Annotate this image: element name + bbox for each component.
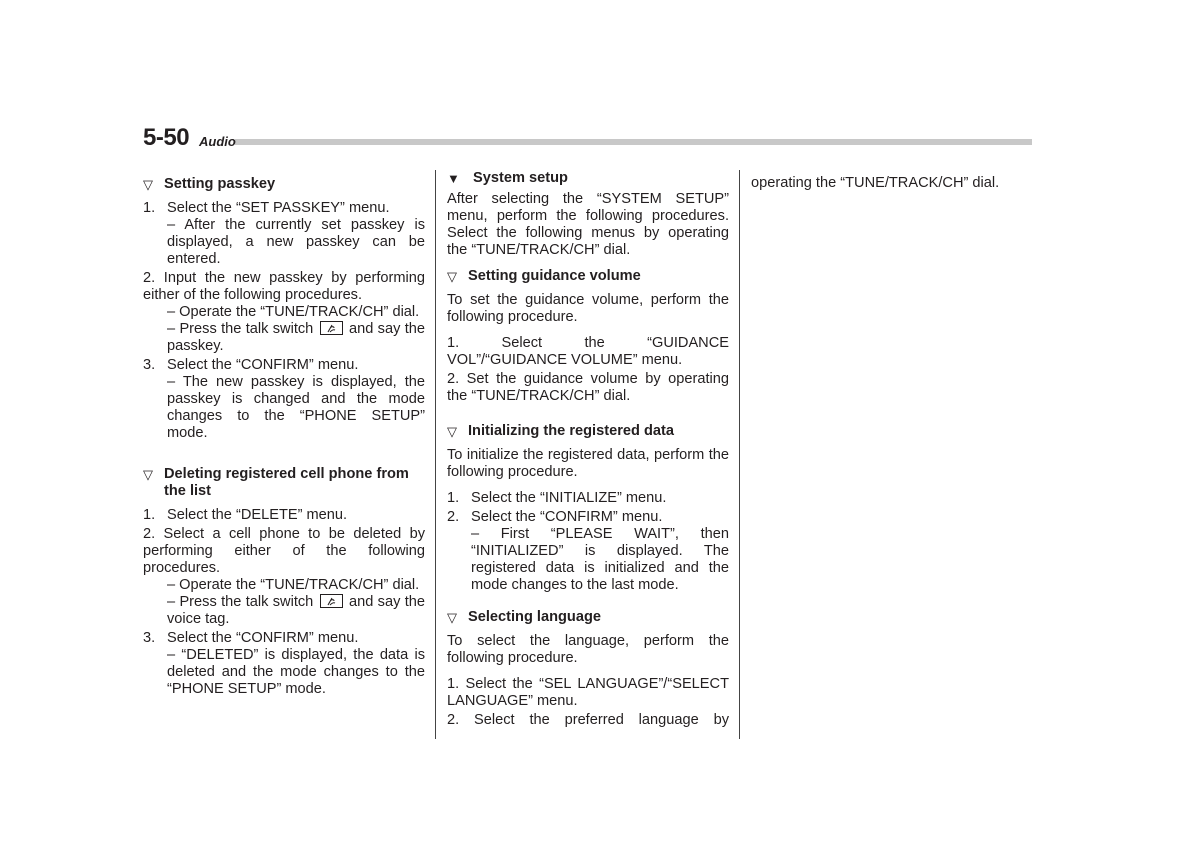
heading-deleting-cell-phone: ▽ Deleting registered cell phone from the list — [143, 466, 409, 499]
column-divider — [739, 170, 740, 739]
talk-switch-icon — [320, 321, 343, 335]
list-item: 3. Select the “CONFIRM” menu. — [143, 357, 359, 373]
list-item: 2. Select the preferred language by — [447, 712, 729, 728]
column-middle — [447, 170, 729, 729]
triangle-outline-icon: ▽ — [447, 424, 457, 439]
list-item: 1. Select the “SEL LANGUAGE”/“SELECT LANGUAGE” menu. — [447, 676, 729, 709]
column-divider — [435, 170, 436, 739]
header-rule — [235, 139, 1032, 145]
list-subitem: – Operate the “TUNE/TRACK/CH” dial. — [167, 577, 420, 593]
page-number: 5-50 — [143, 124, 190, 151]
list-subitem: – First “PLEASE WAIT”, then “INITIALIZED” is displayed. The registered data is initialized and the mode changes to the last mode. — [471, 526, 729, 593]
heading-system-setup: ▼ System setup — [447, 170, 568, 186]
list-item: 3. Select the “CONFIRM” menu. — [143, 630, 359, 646]
paragraph: To initialize the registered data, perform the following procedure. — [447, 447, 729, 480]
list-item: 2. Select a cell phone to be deleted by performing either of the following procedures. — [143, 526, 425, 576]
list-item: 2. Input the new passkey by performing either of the following procedures. — [143, 270, 425, 303]
heading-initializing: ▽ Initializing the registered data — [447, 423, 674, 439]
column-right — [751, 175, 1033, 192]
heading-setting-passkey: ▽ Setting passkey — [143, 176, 276, 192]
list-subitem: – Press the talk switch and say the passkey. — [167, 321, 425, 354]
talk-switch-icon — [320, 594, 343, 608]
list-subitem: – Press the talk switch and say the voice tag. — [167, 594, 425, 627]
list-subitem: – Operate the “TUNE/TRACK/CH” dial. — [167, 304, 420, 320]
list-item: 1. Select the “GUIDANCE VOL”/“GUIDANCE VOLUME” menu. — [447, 335, 729, 368]
list-item: 2. Select the “CONFIRM” menu. — [447, 509, 663, 525]
paragraph: To select the language, perform the following procedure. — [447, 633, 729, 666]
column-left — [143, 170, 425, 698]
list-subitem: – After the currently set passkey is displayed, a new passkey can be entered. — [167, 217, 425, 267]
list-subitem: – The new passkey is displayed, the passkey is changed and the mode changes to the “PHONE SETUP” mode. — [167, 374, 425, 441]
triangle-outline-icon: ▽ — [143, 177, 153, 192]
heading-selecting-language: ▽ Selecting language — [447, 609, 601, 625]
triangle-outline-icon: ▽ — [143, 467, 153, 482]
list-item: 1. Select the “DELETE” menu. — [143, 507, 348, 523]
heading-guidance-volume: ▽ Setting guidance volume — [447, 268, 641, 284]
list-item: 2. Set the guidance volume by operating the “TUNE/TRACK/CH” dial. — [447, 371, 729, 404]
paragraph: operating the “TUNE/TRACK/CH” dial. — [751, 175, 1000, 191]
paragraph: After selecting the “SYSTEM SETUP” menu, perform the following procedures. Select the following menus by operating the “TUNE/TRACK/CH” dial. — [447, 191, 729, 258]
paragraph: To set the guidance volume, perform the following procedure. — [447, 292, 729, 325]
list-item: 1. Select the “INITIALIZE” menu. — [447, 490, 667, 506]
list-item: 1. Select the “SET PASSKEY” menu. — [143, 200, 390, 216]
triangle-filled-icon: ▼ — [447, 171, 460, 186]
triangle-outline-icon: ▽ — [447, 269, 457, 284]
list-subitem: – “DELETED” is displayed, the data is deleted and the mode changes to the “PHONE SETUP” mode. — [167, 647, 425, 697]
section-title: Audio — [199, 134, 236, 149]
triangle-outline-icon: ▽ — [447, 610, 457, 625]
